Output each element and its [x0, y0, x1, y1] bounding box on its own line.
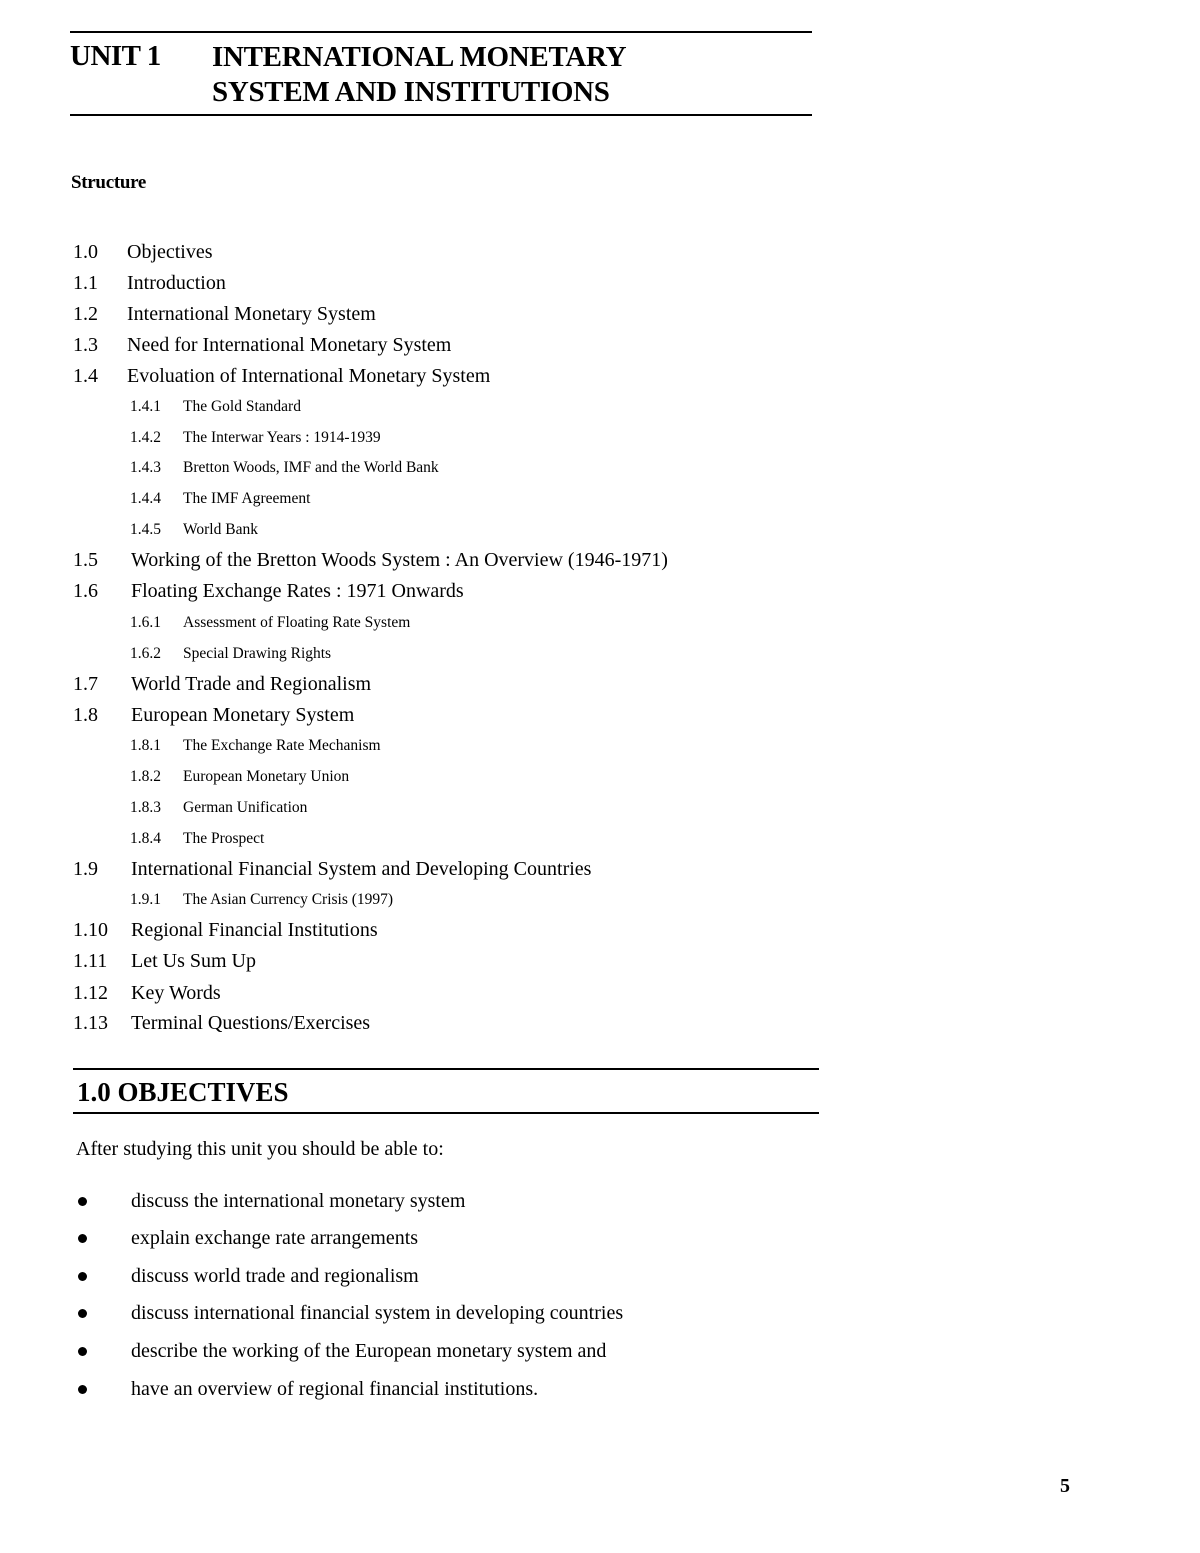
objectives-intro: After studying this unit you should be able to:: [76, 1138, 444, 1160]
objectives-section-header: [73, 1068, 819, 1114]
toc-label: European Monetary Union: [183, 768, 350, 785]
toc-number: 1.4.1: [130, 398, 161, 415]
toc-number: 1.1: [73, 272, 98, 294]
toc-number: 1.8: [73, 704, 98, 726]
toc-label: Floating Exchange Rates : 1971 Onwards: [131, 580, 464, 602]
objective-text: have an overview of regional financial institutions.: [131, 1378, 539, 1400]
toc-number: 1.4.3: [130, 459, 161, 476]
toc-number: 1.9.1: [130, 891, 161, 908]
structure-heading: Structure: [71, 172, 147, 193]
objective-text: discuss international financial system in developing countries: [131, 1302, 624, 1324]
bullet-icon: [78, 1309, 87, 1318]
toc-number: 1.6.2: [130, 645, 161, 662]
toc-number: 1.4.2: [130, 429, 161, 446]
toc-label: The Asian Currency Crisis (1997): [183, 891, 394, 908]
unit-title: [212, 40, 626, 110]
objective-text: explain exchange rate arrangements: [131, 1227, 419, 1249]
toc-label: Let Us Sum Up: [131, 950, 256, 972]
toc-number: 1.8.2: [130, 768, 161, 785]
page-number: 5: [1060, 1475, 1070, 1497]
unit-title-line-1: INTERNATIONAL MONETARY: [212, 41, 627, 73]
toc-label: Assessment of Floating Rate System: [183, 614, 411, 631]
toc-number: 1.10: [73, 919, 108, 941]
toc-label: Regional Financial Institutions: [131, 919, 378, 941]
toc-label: Evoluation of International Monetary System: [127, 365, 491, 387]
bullet-icon: [78, 1197, 87, 1206]
toc-label: Introduction: [127, 272, 226, 294]
toc-number: 1.4: [73, 365, 98, 387]
toc-number: 1.4.4: [130, 490, 161, 507]
toc-label: World Bank: [183, 521, 258, 538]
objective-text: describe the working of the European monetary system and: [131, 1340, 607, 1362]
toc-label: Need for International Monetary System: [127, 334, 452, 356]
toc-number: 1.7: [73, 673, 98, 695]
objectives-heading: 1.0 OBJECTIVES: [77, 1077, 289, 1107]
toc-label: The Gold Standard: [183, 398, 301, 415]
toc-number: 1.8.3: [130, 799, 161, 816]
unit-number: UNIT 1: [70, 40, 161, 72]
bullet-icon: [78, 1234, 87, 1243]
toc-label: Special Drawing Rights: [183, 645, 332, 662]
objective-text: discuss the international monetary system: [131, 1190, 466, 1212]
toc-number: 1.11: [73, 950, 108, 972]
toc-number: 1.0: [73, 241, 98, 263]
toc-label: Objectives: [127, 241, 213, 263]
toc-label: Bretton Woods, IMF and the World Bank: [183, 459, 439, 476]
toc-label: International Financial System and Developing Countries: [131, 858, 592, 880]
toc-number: 1.6: [73, 580, 98, 602]
toc-number: 1.12: [73, 982, 108, 1004]
toc-number: 1.13: [73, 1012, 108, 1034]
unit-title-line-2: SYSTEM AND INSTITUTIONS: [212, 76, 610, 108]
toc-number: 1.3: [73, 334, 98, 356]
objective-text: discuss world trade and regionalism: [131, 1265, 419, 1287]
toc-label: International Monetary System: [127, 303, 376, 325]
toc-number: 1.9: [73, 858, 98, 880]
toc-label: German Unification: [183, 799, 308, 816]
toc-number: 1.8.4: [130, 830, 161, 847]
toc-label: The Exchange Rate Mechanism: [183, 737, 381, 754]
bullet-icon: [78, 1272, 87, 1281]
toc-label: World Trade and Regionalism: [131, 673, 372, 695]
toc-label: The IMF Agreement: [183, 490, 311, 507]
toc-label: Terminal Questions/Exercises: [131, 1012, 371, 1034]
toc-label: The Interwar Years : 1914-1939: [183, 429, 381, 446]
bullet-icon: [78, 1347, 87, 1356]
toc-number: 1.6.1: [130, 614, 161, 631]
toc-number: 1.5: [73, 549, 98, 571]
toc-number: 1.8.1: [130, 737, 161, 754]
toc-label: Key Words: [131, 982, 221, 1004]
unit-header: [70, 31, 812, 116]
toc-number: 1.4.5: [130, 521, 161, 538]
toc-label: Working of the Bretton Woods System : An Overview (1946-1971): [131, 549, 668, 571]
toc-label: The Prospect: [183, 830, 265, 847]
bullet-icon: [78, 1385, 87, 1394]
toc-number: 1.2: [73, 303, 98, 325]
toc-label: European Monetary System: [131, 704, 355, 726]
